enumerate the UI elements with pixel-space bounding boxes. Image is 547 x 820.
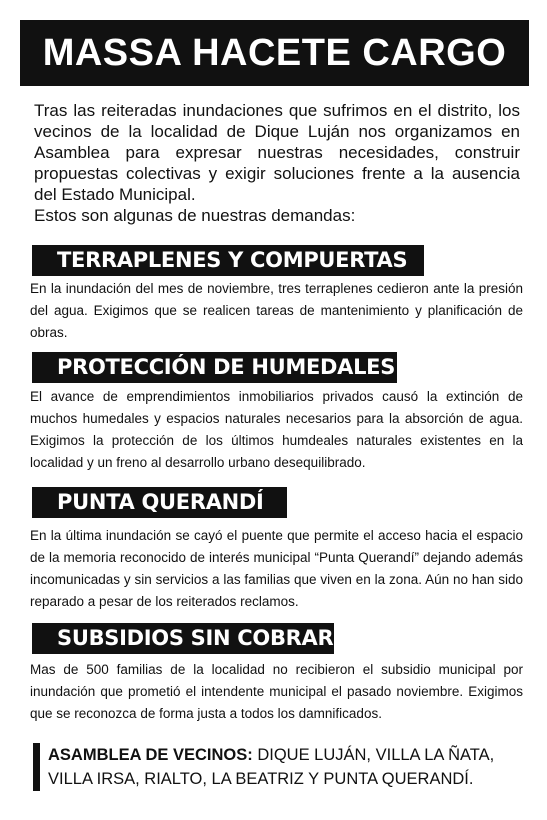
section-body-subsidios: Mas de 500 familias de la localidad no recibieron el subsidio municipal por inundación que prometió el intendente municipal el pasado noviembre. Exigimos que se reconozca de forma justa a todos los damnificados. [30, 662, 523, 721]
intro-paragraph: Tras las reiteradas inundaciones que sufrimos en el distrito, los vecinos de la localidad de Dique Luján nos organizamos en Asamblea para expresar nuestras necesidades, construir propuestas colectivas y exigir soluciones frente a la ausencia del Estado Municipal. [34, 101, 520, 204]
section-body-humedales: El avance de emprendimientos inmobiliarios privados causó la extinción de muchos humedales y espacios naturales necesarios para la absorción de agua. Exigimos la protección de los últimos humdeales naturales existentes en la localidad y un freno al desarrollo urbano desequilibrado. [30, 389, 523, 470]
footer-places: DIQUE LUJÁN, VILLA LA ÑATA, VILLA IRSA, RIALTO, LA BEATRIZ Y PUNTA QUERANDÍ. [48, 746, 495, 788]
footer-text [48, 743, 533, 791]
section-heading-humedales: PROTECCIÓN DE HUMEDALES [32, 352, 397, 383]
intro-text [34, 100, 520, 226]
section-body-punta-querandi: En la última inundación se cayó el puente que permite el acceso hacia el espacio de la memoria reconocido de interés municipal “Punta Querandí” dejando además incomunicadas y sin servicios a las familias que viven en la zona. Aún no han sido reparado a pesar de los reiterados reclamos. [30, 528, 523, 609]
section-body-terraplenes: En la inundación del mes de noviembre, tres terraplenes cedieron ante la presión del agua. Exigimos que se realicen tareas de mantenimiento y planificación de obras. [30, 281, 523, 340]
footer-accent-bar [33, 743, 40, 791]
section-heading-subsidios: SUBSIDIOS SIN COBRAR [32, 623, 334, 654]
section-heading-punta-querandi: PUNTA QUERANDÍ [32, 487, 287, 518]
footer-signature [33, 743, 533, 791]
page-title: MASSA HACETE CARGO [20, 20, 529, 86]
section-heading-terraplenes: TERRAPLENES Y COMPUERTAS [32, 245, 424, 276]
intro-lead: Estos son algunas de nuestras demandas: [34, 206, 356, 225]
footer-label: ASAMBLEA DE VECINOS: [48, 746, 253, 764]
